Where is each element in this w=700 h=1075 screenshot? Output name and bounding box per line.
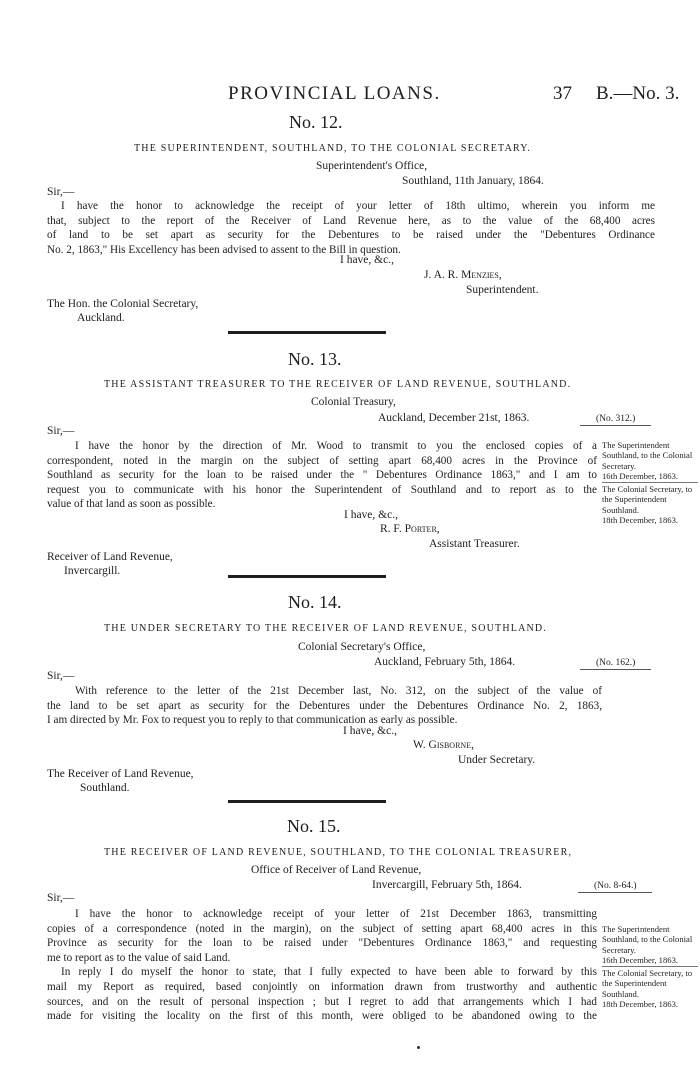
margin-note-text: The Superintendent Southland, to the Colonial Secretary. [602,440,693,471]
letter-addressee: Receiver of Land Revenue, [47,551,173,563]
letter-body [47,439,597,512]
margin-note [602,484,698,526]
letter-office: Colonial Secretary's Office, [298,641,426,653]
body-line: Southland as security for the loan to be raised under the " Debentures Ordinance 1863," and I am to [47,469,597,482]
letter-body [47,199,655,257]
letter-place-date: Auckland, February 5th, 1864. [374,656,516,668]
letter-body [47,684,602,728]
letter-addressee-place: Auckland. [77,312,125,324]
letter-place-date: Auckland, December 21st, 1863. [378,412,530,424]
letter-heading: THE RECEIVER OF LAND REVENUE, SOUTHLAND, TO THE COLONIAL TREASURER, [104,847,573,858]
letter-addressee: The Receiver of Land Revenue, [47,768,194,780]
body-line: I have the honor by the direction of Mr. Wood to transmit to you the enclosed copies of a [75,440,597,452]
section-divider [228,800,386,803]
page-mark [417,1046,420,1049]
section-divider [228,331,386,334]
letter-reference-number: (No. 312.) [580,414,651,426]
letter-signer-title: Superintendent. [466,284,539,296]
body-line: I have the honor to acknowledge receipt of your letter of 21st December 1863, transmitting [75,908,597,920]
margin-notes [602,924,698,1011]
margin-note [602,924,698,967]
letter-signer: W. Gisborne, [413,739,474,751]
letter-number: No. 12. [289,112,343,132]
letter-office: Colonial Treasury, [311,396,396,408]
margin-note [602,968,698,1010]
margin-notes [602,440,698,527]
letter-closing: I have, &c., [343,725,397,737]
letter-addressee-place: Southland. [80,782,130,794]
body-line: correspondent, noted in the margin on the subject of setting apart 68,400 acres in the Province of [47,454,597,467]
letter-addressee-place: Invercargill. [64,565,121,577]
letter-office: Superintendent's Office, [316,160,428,172]
margin-note-date: 16th December, 1863. [602,954,679,965]
margin-note-text: The Superintendent Southland, to the Colonial Secretary. [602,924,693,955]
letter-addressee: The Hon. the Colonial Secretary, [47,298,199,310]
body-line: In reply I do myself the honor to state, that I fully expected to have been able to forward by this [61,966,597,979]
letter-salutation: Sir,— [47,892,75,904]
body-line: me to report as to the value of said Land. [47,951,231,964]
margin-note-date: 18th December, 1863. [602,999,679,1010]
margin-note-date: 16th December, 1863. [602,470,679,481]
margin-note [602,440,698,483]
body-line: Province as security for the loan to be raised under "Debentures Ordinance 1863," and requesting [47,937,597,950]
section-divider [228,575,386,578]
letter-number: No. 14. [288,592,342,612]
body-line: sources, and on the result of personal inspection ; but I regret to add that arrangements which I had [47,995,597,1008]
page-number: 37 [553,83,572,104]
body-line: of land to be set apart as security for the Debentures to be raised under the "Debentures Ordinance [47,229,655,242]
letter-body [47,907,597,1024]
letter-number: No. 15. [287,816,341,836]
margin-note-text: The Colonial Secretary, to the Superintendent Southland. [602,484,693,515]
letter-office: Office of Receiver of Land Revenue, [251,864,422,876]
body-line: mail my Report as required, based conjointly on information drawn from trustworthy and authentic [47,980,597,993]
margin-note-date: 18th December, 1863. [602,515,679,526]
body-line: With reference to the letter of the 21st December last, No. 312, on the subject of the value of [75,685,602,697]
letter-signer: R. F. Porter, [380,523,440,535]
letter-signer-title: Assistant Treasurer. [429,538,520,550]
body-line: No. 2, 1863," His Excellency has been advised to assent to the Bill in question. [47,243,401,256]
letter-signer: J. A. R. Menzies, [424,269,502,281]
body-line: copies of a correspondence (noted in the margin), on the subject of setting apart 68,400 acres in this [47,922,597,935]
margin-note-text: The Colonial Secretary, to the Superintendent Southland. [602,968,693,999]
body-line: I am directed by Mr. Fox to request you to reply to that communication as early as possible. [47,714,458,727]
letter-signer-title: Under Secretary. [458,754,536,766]
page-header-title: PROVINCIAL LOANS. [228,83,441,104]
letter-place-date: Invercargill, February 5th, 1864. [372,879,522,891]
document-reference: B.—No. 3. [596,83,680,104]
letter-number: No. 13. [288,349,342,369]
body-line: I have the honor to acknowledge the receipt of your letter of 18th ultimo, wherein you inform me [61,200,655,212]
letter-salutation: Sir,— [47,670,75,682]
letter-heading: THE UNDER SECRETARY TO THE RECEIVER OF LAND REVENUE, SOUTHLAND. [104,623,548,634]
letter-place-date: Southland, 11th January, 1864. [402,175,544,187]
letter-heading: THE ASSISTANT TREASURER TO THE RECEIVER OF LAND REVENUE, SOUTHLAND. [104,379,572,390]
body-line: that, subject to the report of the Receiver of Land Revenue here, as to the value of the 68,400 acres [47,214,655,227]
letter-closing: I have, &c., [344,509,398,521]
letter-heading: THE SUPERINTENDENT, SOUTHLAND, TO THE COLONIAL SECRETARY. [134,143,532,154]
body-line: the land to be set apart as security for the Debentures under the Debentures Ordinance No. 2, 1863, [47,699,602,712]
letter-salutation: Sir,— [47,186,75,198]
letter-reference-number: (No. 162.) [580,658,651,670]
body-line: made for visiting the locality on the first of this month, were obliged to be abandoned owing to the [47,1010,597,1023]
letter-reference-number: (No. 8-64.) [578,881,652,893]
body-line: value of that land as soon as possible. [47,498,216,511]
letter-salutation: Sir,— [47,425,75,437]
letter-closing: I have, &c., [340,254,394,266]
body-line: request you to communicate with his honor the Superintendent of Southland and to report as to the [47,483,597,496]
